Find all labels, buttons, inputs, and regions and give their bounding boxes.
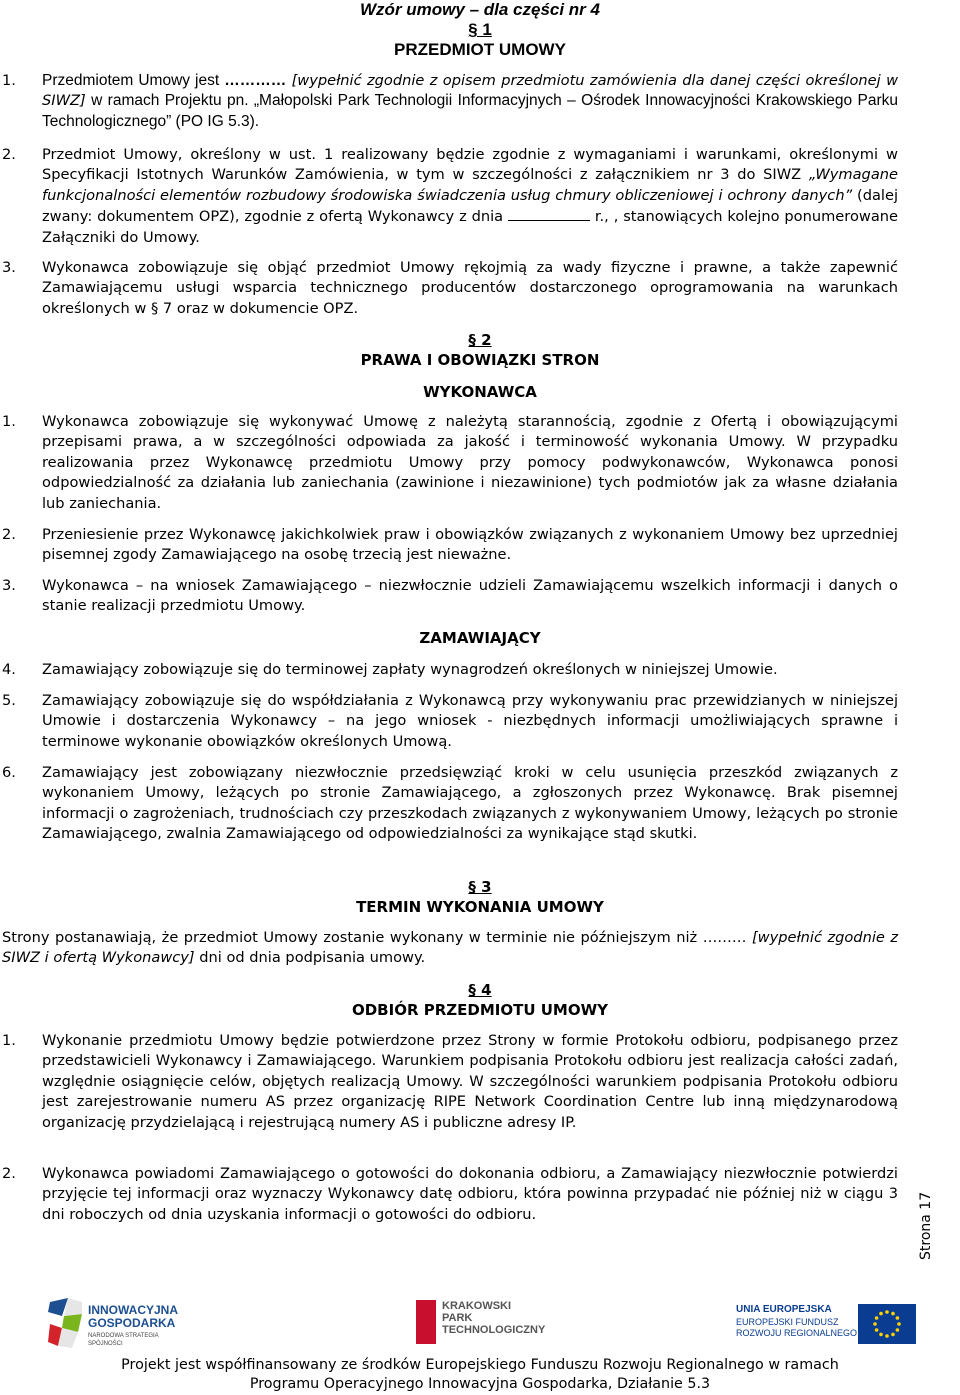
s1-p3-text: Wykonawca zobowiązuje się objąć przedmiot Umowy rękojmią za wady fizyczne i prawne, a także zapewnić Zamawiającemu usługi wsparcia technicznego producentów dostarczonego oprogramowania na warunkach określonych w § 7 oraz w dokumencie OPZ. <box>42 259 898 317</box>
footer-line-2: Programu Operacyjnego Innowacyjna Gospodarka, Działanie 5.3 <box>249 1376 711 1392</box>
contractor-subheading: WYKONAWCA <box>423 383 537 401</box>
krakowski-park-technologiczny-logo <box>416 1300 546 1346</box>
s4-p2-text: Wykonawca powiadomi Zamawiającego o gotowości do dokonania odbioru, a Zamawiający niezwłocznie potwierdzi przyjęcie tej informacji oraz wyznaczy Wykonawcy datę odbioru, która powinna przypadać nie później niż w ciągu 3 dni roboczych od dnia uzyskania informacji o gotowości do odbioru. <box>42 1165 898 1223</box>
ig-line-1: INNOWACYJNA <box>88 1303 179 1317</box>
model-title: Wzór umowy – dla części nr 4 <box>360 0 600 19</box>
s2-p3-number: 3. <box>2 577 16 594</box>
ig-line-2: GOSPODARKA <box>88 1316 176 1330</box>
s1-p2-number: 2. <box>2 146 16 163</box>
s2-paragraph-3 <box>2 576 898 617</box>
s4-paragraph-1 <box>2 1031 898 1133</box>
s3-paragraph <box>2 928 898 969</box>
s2-paragraph-2 <box>2 525 898 566</box>
s2-paragraph-1 <box>2 412 898 514</box>
s3-text-a: Strony postanawiają, że przedmiot Umowy zostanie wykonany w terminie nie późniejszym niż <box>2 929 703 946</box>
eu-line-1: UNIA EUROPEJSKA <box>736 1304 832 1315</box>
s2-p1-text: Wykonawca zobowiązuje się wykonywać Umowę z należytą starannością, zgodnie z Ofertą i obowiązującymi przepisami prawa, a w szczególności odpowiada za jakość i terminowość wykonania Umowy. W przypadku realizowania przez Wykonawcę przedmiotu Umowy przy pomocy podwykonawców, Wykonawca ponosi odpowiedzialność za działania lub zaniechania (zawinione i niezawinione) tych podmiotów jak za własne działania lub zaniechania. <box>42 413 898 512</box>
eu-flag-icon <box>858 1304 916 1344</box>
section-2-title: PRAWA I OBOWIĄZKI STRON <box>360 351 600 369</box>
page-number: Strona 17 <box>918 1191 934 1260</box>
s1-p1-number: 1. <box>2 72 16 89</box>
s3-fill-instruction: [wypełnić zgodnie z SIWZ i ofertą Wykonawcy] <box>2 929 898 967</box>
s4-p2-number: 2. <box>2 1165 16 1182</box>
date-blank-line <box>508 206 590 221</box>
s1-p2-text-a: Przedmiot Umowy, określony w ust. 1 realizowany będzie zgodnie z wymaganiami i warunkami, określonymi w Specyfikacji Istotnych Warunków Zamówienia, w tym w szczególności z załącznikiem nr 3 do SIWZ <box>42 146 898 184</box>
innowacyjna-gospodarka-logo <box>48 1298 188 1350</box>
s3-text-d: dni od dnia podpisania umowy. <box>194 949 426 967</box>
section-3-title: TERMIN WYKONANIA UMOWY <box>356 898 604 916</box>
kpt-line-2: PARK <box>442 1312 473 1324</box>
kpt-line-1: KRAKOWSKI <box>442 1300 512 1312</box>
s4-p1-number: 1. <box>2 1032 16 1049</box>
s2-p5-number: 5. <box>2 692 16 709</box>
s2-paragraph-6 <box>2 763 898 845</box>
s1-p2-attachment-title: „Wymagane funkcjonalności elementów rozbudowy środowiska świadczenia usług chmury obliczeniowej i ochrony danych” <box>42 166 898 204</box>
s2-p6-text: Zamawiający jest zobowiązany niezwłocznie przedsięwziąć kroki w celu usunięcia przeszkód związanych z wykonaniem Umowy, leżących po stronie Zamawiającego, a zgłoszonych przez Wykonawcę. Brak pisemnej informacji o zagrożeniach, trudnościach czy przeszkodach związanych z wykonywaniem Umowy, leżących po stronie Zamawiającego, zwalnia Zamawiającego od odpowiedzialności za wynikające stąd skutki. <box>42 764 898 843</box>
s2-p6-number: 6. <box>2 764 16 781</box>
section-3-number: § 3 <box>468 878 492 896</box>
kpt-red-mark-icon <box>416 1300 436 1344</box>
ig-line-3: NARODOWA STRATEGIA SPÓJNOŚCI <box>88 1333 159 1347</box>
kpt-line-3: TECHNOLOGICZNY <box>442 1324 546 1336</box>
s2-p2-number: 2. <box>2 526 16 543</box>
s1-p1-text-a: Przedmiotem Umowy jest <box>42 72 225 89</box>
s2-paragraph-5 <box>2 691 898 752</box>
s1-p1-fill-instruction: [wypełnić zgodnie z opisem przedmiotu zamówienia dla danej części określonej w SIWZ] <box>42 72 899 110</box>
s1-p1-text-d: w ramach Projektu pn. „Małopolski Park Technologii Informacyjnych – Ośrodek Innowacyjności Krakowskiego Parku Technologicznego” (PO IG 5.3). <box>42 92 898 130</box>
s2-p5-text: Zamawiający zobowiązuje się do współdziałania z Wykonawcą przy wykonywaniu prac przewidzianych w niniejszej Umowie i dostarczenia Wykonawcy – na jego wniosek - niezbędnych informacji umożliwiających sprawne i terminowe wykonanie obowiązków określonych Umową. <box>42 692 898 750</box>
section-2-number: § 2 <box>468 331 492 349</box>
s1-p2-text-c: (dalej zwany: dokumentem OPZ), zgodnie z ofertą Wykonawcy z dnia <box>42 186 898 226</box>
eu-logo <box>736 1304 916 1346</box>
s4-paragraph-2 <box>2 1164 898 1225</box>
s2-paragraph-4 <box>2 660 898 680</box>
eu-line-2: EUROPEJSKI FUNDUSZ <box>736 1317 839 1327</box>
employer-subheading: ZAMAWIAJĄCY <box>419 629 541 647</box>
s2-p2-text: Przeniesienie przez Wykonawcę jakichkolwiek praw i obowiązków związanych z wykonaniem Umowy bez uprzedniej pisemnej zgody Zamawiającego na osobę trzecią jest nieważne. <box>42 526 898 564</box>
s2-p4-text: Zamawiający zobowiązuje się do terminowej zapłaty wynagrodzeń określonych w niniejszej Umowie. <box>42 661 778 678</box>
s4-p1-text: Wykonanie przedmiotu Umowy będzie potwierdzone przez Strony w formie Protokołu odbioru, podpisanego przez przedstawicieli Wykonawcy i Zamawiającego. Warunkiem podpisania Protokołu odbioru jest realizacja całości zadań, względnie osiągnięcie celów, objętych realizacją Umowy. W szczególności warunkiem podpisania Protokołu odbioru jest zarejestrowanie numeru AS przez organizację RIPE Network Coordination Centre lub inną międzynarodową organizację przydzielającą i rejestrującą numery AS i publiczne adresy IP. <box>42 1032 898 1131</box>
section-1-title: PRZEDMIOT UMOWY <box>394 40 566 59</box>
ig-emblem-icon <box>48 1298 84 1348</box>
s1-paragraph-3 <box>2 258 898 319</box>
section-1-number: § 1 <box>468 20 492 39</box>
s3-dots: ……… <box>702 929 747 946</box>
s2-p4-number: 4. <box>2 661 16 678</box>
footer-line-1: Projekt jest współfinansowany ze środków Europejskiego Funduszu Rozwoju Regionalnego w ramach <box>121 1357 839 1373</box>
s2-p3-text: Wykonawca – na wniosek Zamawiającego – niezwłocznie udzieli Zamawiającemu wszelkich informacji i danych o stanie realizacji przedmiotu Umowy. <box>42 577 898 615</box>
s2-p1-number: 1. <box>2 413 16 430</box>
section-4-title: ODBIÓR PRZEDMIOTU UMOWY <box>351 1001 609 1019</box>
s1-paragraph-2 <box>2 145 898 248</box>
section-4-number: § 4 <box>468 981 492 999</box>
s1-p1-dots: ………… <box>224 72 287 89</box>
s1-paragraph-1 <box>2 71 899 132</box>
s1-p2-text-d: r., , stanowiących kolejno ponumerowane Załączniki do Umowy. <box>42 208 898 246</box>
eu-line-3: ROZWOJU REGIONALNEGO <box>736 1328 858 1338</box>
s1-p3-number: 3. <box>2 259 16 276</box>
